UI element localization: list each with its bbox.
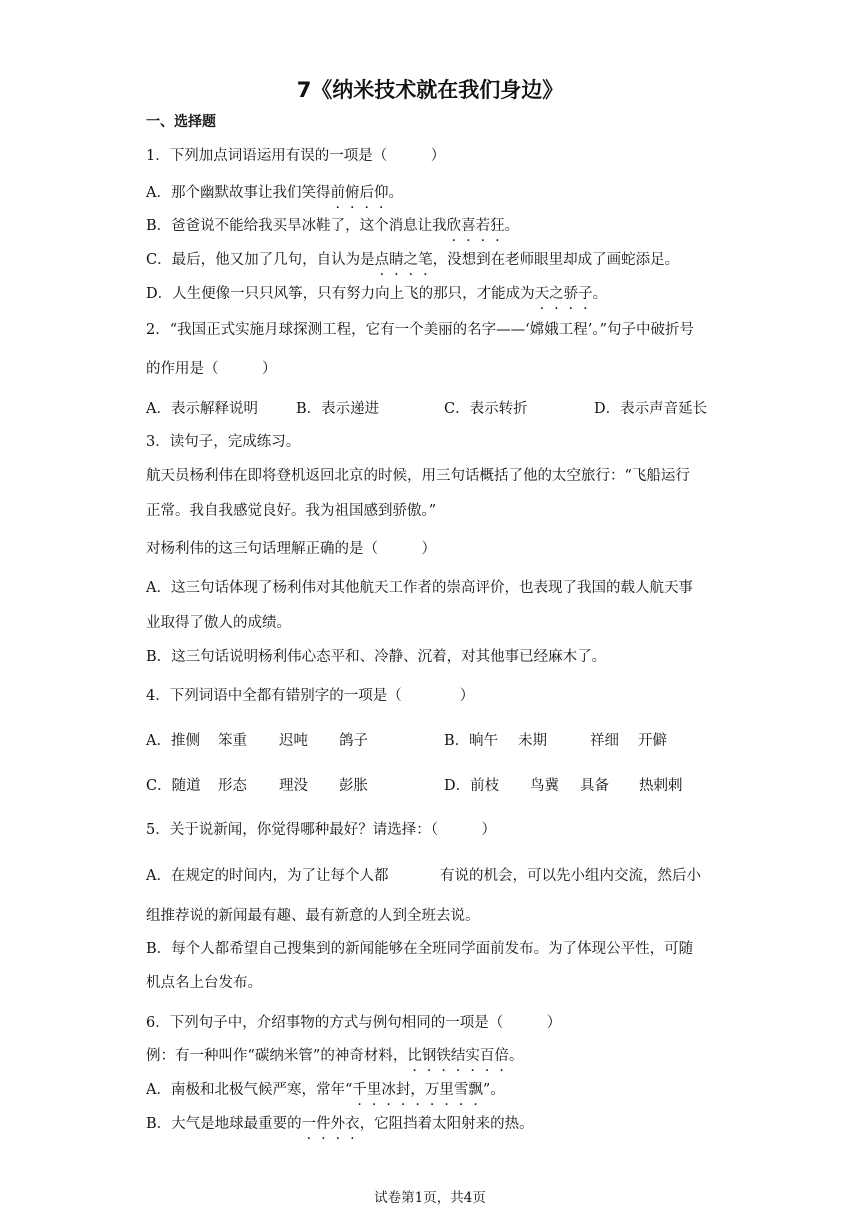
question-2-option-b: B．表示递进 [296,401,380,417]
dotted-char: 点 [374,252,390,268]
question-2-option-c: C．表示转折 [444,401,528,417]
question-5-option-b-line1: B．每个人都希望自己搜集到的新闻能够在全班同学面前发布。为了体现公平性，可随 [146,941,694,957]
dotted-char: 之 [549,286,564,302]
example-text: 例：有一种叫作“碳纳米管”的神奇材料， [146,1048,408,1064]
question-6-option-a [146,1080,505,1100]
question-5-option-a-line2: 组推荐说的新闻最有趣、最有新意的人到全班去说。 [146,908,480,924]
question-4-option-c-word: 理没 [279,778,308,794]
dotted-char: 睛 [389,252,404,268]
dotted-char: 里 [439,1082,454,1098]
dotted-char: 封 [395,1082,411,1098]
dotted-words [407,1048,509,1064]
question-5-stem: 5．关于说新闻，你觉得哪种最好？请选择：（ ） [146,822,496,838]
question-5-option-a-line1-end: 有说的机会，可以先小组内交流，然后小 [440,868,701,884]
question-1-option-b [146,216,519,236]
dotted-char: 铁 [436,1048,451,1064]
option-text: A．那个幽默故事让我们笑得 [146,185,331,201]
question-4-option-d-label: D．前枝 [444,778,500,794]
dotted-char: 喜 [461,218,476,234]
question-6-example [146,1046,523,1066]
question-1-option-c [146,250,679,270]
dotted-char: ， · [410,1080,425,1100]
dotted-words [447,218,505,234]
question-4-option-b-label: B．晌午 [444,733,499,749]
question-4-option-c-word: 彭胀 [339,778,368,794]
dotted-char: 若 [475,218,491,234]
question-3-option-a-line1: A．这三句话体现了杨利伟对其他航天工作者的崇高评价，也表现了我国的载人航天事 [146,580,693,596]
dotted-char: 一 [301,1116,317,1132]
dotted-words [535,286,593,302]
dotted-char: 外 [330,1116,346,1132]
question-3-passage-line2: 正常。我自我感觉良好。我为祖国感到骄傲。” [146,503,437,519]
question-1-option-d [146,284,607,304]
question-1-stem: 1．下列加点词语运用有误的一项是（ ） [146,148,446,164]
question-1-option-a [146,183,403,203]
dotted-words [330,185,388,201]
question-4-option-c-word: 形态 [218,778,247,794]
option-text-end: ，它阻挡着太阳射来的热。 [359,1116,534,1132]
question-4-option-c-label: C．随道 [146,778,201,794]
option-text-end: 。 [504,218,520,234]
dotted-words [375,252,433,268]
question-5-option-a-line1-start: A．在规定的时间内，为了让每个人都 [146,868,389,884]
question-2-stem-line1: 2．“我国正式实施月球探测工程，它有一个美丽的名字——‘嫦娥工程’。”句子中破折号 [146,322,695,338]
option-text-end: 。 [592,286,608,302]
option-text: B．爸爸说不能给我买旱冰鞋了，这个消息让我 [146,218,447,234]
question-2-option-d: D．表示声音延长 [594,401,708,417]
option-text-end: 。 [388,185,403,201]
dotted-char: 雪 [453,1082,469,1098]
dotted-char: 万 [424,1082,440,1098]
option-text-end: ”。 [482,1082,505,1098]
dotted-char: 冰 [381,1082,396,1098]
option-text-end: ，没想到在老师眼里却成了画蛇添足。 [432,252,680,268]
dotted-char: 俯 [344,185,360,201]
question-4-option-b-word: 祥细 [590,733,619,749]
question-3-passage-line1: 航天员杨利伟在即将登机返回北京的时候，用三句话概括了他的太空旅行：“飞船运行 [146,468,690,484]
dotted-char: 仰 [373,185,389,201]
dotted-char: 比 [407,1048,422,1064]
question-3-option-b: B．这三句话说明杨利伟心态平和、冷静、沉着，对其他事已经麻木了。 [146,649,607,665]
dotted-char: 笔 [418,252,433,268]
question-4-option-a-word: 笨重 [218,733,247,749]
dotted-char: 实 [465,1048,480,1064]
dotted-char: 子 [578,286,593,302]
dotted-char: 件 [316,1116,331,1132]
question-3-stem: 3．读句子，完成练习。 [146,434,301,450]
dotted-char: 千 [352,1082,367,1098]
question-4-option-d-word: 热剌剌 [639,778,683,794]
dotted-char: 欣 [446,218,462,234]
option-text: A．南极和北极气候严寒，常年“ [146,1082,353,1098]
dotted-char: 后 [359,185,374,201]
question-4-option-a-word: 鸽子 [339,733,368,749]
option-text: D．人生便像一只只风筝，只有努力向上飞的那只，才能成为 [146,286,535,302]
page-title: 7《纳米技术就在我们身边》 [296,78,564,102]
question-2-option-a: A．表示解释说明 [146,401,258,417]
dotted-char: 结 [450,1048,466,1064]
question-4-option-d-word: 鸟冀 [530,778,559,794]
dotted-words [302,1116,360,1132]
dotted-char: 骄 [563,286,579,302]
dotted-char: 狂 [490,218,505,234]
question-4-stem: 4．下列词语中全都有错别字的一项是（ ） [146,688,475,704]
dotted-char: 里 [366,1082,382,1098]
question-3-question: 对杨利伟的这三句话理解正确的是（ ） [146,541,436,557]
dotted-char: 倍 [494,1048,509,1064]
dotted-char: 百 [479,1048,495,1064]
option-text: B．大气是地球最重要的 [146,1116,302,1132]
question-6-option-b [146,1114,534,1134]
dotted-char: 前 [330,185,345,201]
dotted-char: 衣 [345,1116,360,1132]
page-footer: 试卷第1页，共4页 [374,1190,486,1206]
question-4-option-b-word: 未期 [518,733,547,749]
example-text-end: 。 [508,1048,524,1064]
dotted-char: 飘 [468,1082,483,1098]
question-4-option-d-word: 具备 [580,778,609,794]
dotted-char: 天 [534,286,550,302]
dotted-char: 之 [403,252,419,268]
section-heading: 一、选择题 [146,114,216,130]
dotted-words [352,1082,483,1098]
question-3-option-a-line2: 业取得了傲人的成绩。 [146,615,291,631]
question-4-option-a-label: A．推侧 [146,733,200,749]
dotted-char: 钢 [421,1048,437,1064]
question-2-stem-line2: 的作用是（ ） [146,361,277,377]
question-4-option-b-word: 开僻 [638,733,667,749]
question-5-option-b-line2: 机点名上台发布。 [146,975,262,991]
question-6-stem: 6．下列句子中，介绍事物的方式与例句相同的一项是（ ） [146,1015,562,1031]
question-4-option-a-word: 迟吨 [279,733,308,749]
option-text: C．最后，他又加了几句，自认为是 [146,252,375,268]
